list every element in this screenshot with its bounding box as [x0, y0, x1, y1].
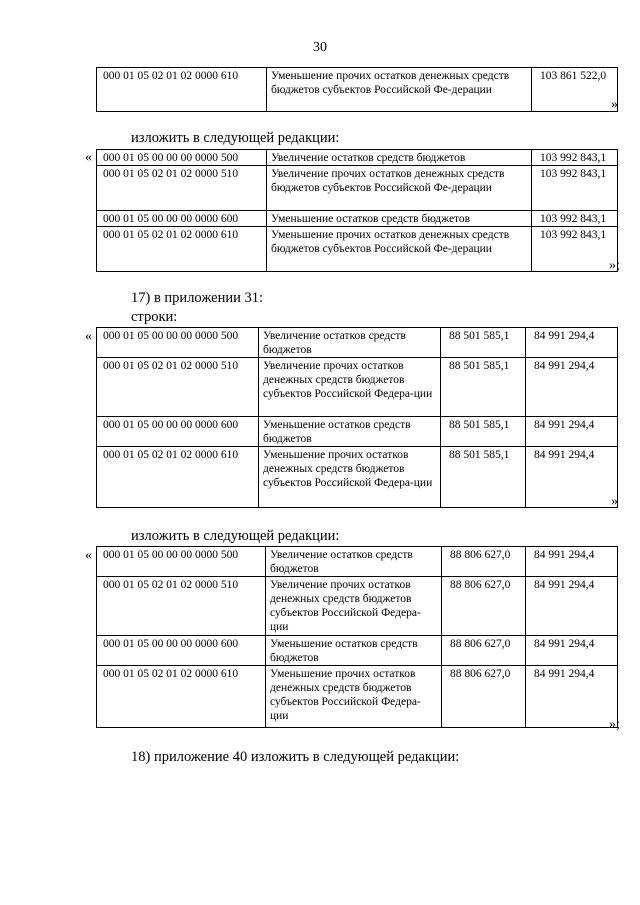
table-row	[97, 150, 618, 166]
budget-code: 000 01 05 02 01 02 0000 510	[97, 577, 266, 636]
budget-item-name: Уменьшение прочих остатков денежных средств бюджетов субъектов Российской Федера-ции	[266, 666, 442, 728]
close-quote: »;	[609, 258, 620, 273]
table-row	[97, 358, 618, 417]
open-quote: «	[85, 329, 92, 344]
amount: 103 992 843,1	[532, 211, 618, 227]
table-row	[97, 666, 618, 728]
amount-year-2: 84 991 294,4	[526, 547, 618, 577]
budget-code: 000 01 05 00 00 00 0000 600	[97, 211, 267, 227]
table-row	[97, 636, 618, 666]
budget-code: 000 01 05 02 01 02 0000 610	[97, 447, 259, 508]
amount-year-2: 84 991 294,4	[526, 447, 618, 508]
budget-item-name: Уменьшение прочих остатков денежных средств бюджетов субъектов Российской Фе-дерации	[267, 68, 532, 112]
section-heading: 18) приложение 40 изложить в следующей редакции:	[131, 749, 460, 765]
close-quote: »	[611, 97, 618, 112]
table-row	[97, 211, 618, 227]
budget-code: 000 01 05 00 00 00 0000 500	[97, 150, 267, 166]
table-row	[97, 417, 618, 447]
budget-code: 000 01 05 02 01 02 0000 610	[97, 666, 266, 728]
table-row	[97, 328, 618, 358]
amount: 103 992 843,1	[532, 150, 618, 166]
table-row	[97, 68, 618, 112]
close-quote: »;	[609, 717, 620, 732]
amount-year-1: 88 501 585,1	[441, 358, 526, 417]
budget-item-name: Увеличение прочих остатков денежных средств бюджетов субъектов Российской Фе-дерации	[267, 166, 532, 211]
open-quote: «	[85, 548, 92, 563]
budget-item-name: Увеличение остатков средств бюджетов	[266, 547, 442, 577]
close-quote: »	[611, 494, 618, 509]
table-row	[97, 577, 618, 636]
page-number: 30	[313, 40, 327, 55]
table-row	[97, 547, 618, 577]
budget-code: 000 01 05 00 00 00 0000 500	[97, 328, 259, 358]
budget-item-name: Уменьшение остатков средств бюджетов	[266, 636, 442, 666]
budget-item-name: Увеличение остатков средств бюджетов	[259, 328, 441, 358]
table-3	[96, 327, 618, 508]
budget-item-name: Увеличение остатков средств бюджетов	[267, 150, 532, 166]
amount: 103 992 843,1	[532, 227, 618, 272]
budget-item-name: Уменьшение остатков средств бюджетов	[267, 211, 532, 227]
table-2	[96, 149, 618, 272]
table-1	[96, 67, 618, 112]
budget-item-name: Уменьшение прочих остатков денежных средств бюджетов субъектов Российской Фе-дерации	[267, 227, 532, 272]
budget-item-name: Уменьшение прочих остатков денежных средств бюджетов субъектов Российской Федера-ции	[259, 447, 441, 508]
instruction-text: изложить в следующей редакции:	[131, 528, 340, 544]
budget-item-name: Увеличение прочих остатков денежных средств бюджетов субъектов Российской Федера-ции	[259, 358, 441, 417]
budget-item-name: Увеличение прочих остатков денежных средств бюджетов субъектов Российской Федера-ции	[266, 577, 442, 636]
budget-item-name: Уменьшение остатков средств бюджетов	[259, 417, 441, 447]
amount: 103 992 843,1	[532, 166, 618, 211]
amount-year-1: 88 501 585,1	[441, 417, 526, 447]
instruction-text: изложить в следующей редакции:	[131, 130, 340, 146]
budget-code: 000 01 05 00 00 00 0000 600	[97, 636, 266, 666]
amount-year-2: 84 991 294,4	[526, 666, 618, 728]
rows-label: строки:	[131, 309, 178, 325]
budget-code: 000 01 05 02 01 02 0000 610	[97, 68, 267, 112]
amount-year-1: 88 806 627,0	[442, 666, 526, 728]
budget-code: 000 01 05 00 00 00 0000 500	[97, 547, 266, 577]
amount-year-2: 84 991 294,4	[526, 636, 618, 666]
budget-code: 000 01 05 02 01 02 0000 610	[97, 227, 267, 272]
table-row	[97, 447, 618, 508]
table-row	[97, 166, 618, 211]
amount-year-1: 88 501 585,1	[441, 328, 526, 358]
table-4	[96, 546, 618, 728]
amount-year-1: 88 806 627,0	[442, 577, 526, 636]
budget-code: 000 01 05 00 00 00 0000 600	[97, 417, 259, 447]
amount-year-2: 84 991 294,4	[526, 328, 618, 358]
amount-year-1: 88 501 585,1	[441, 447, 526, 508]
amount-year-1: 88 806 627,0	[442, 636, 526, 666]
amount-year-2: 84 991 294,4	[526, 577, 618, 636]
budget-code: 000 01 05 02 01 02 0000 510	[97, 166, 267, 211]
budget-code: 000 01 05 02 01 02 0000 510	[97, 358, 259, 417]
table-row	[97, 227, 618, 272]
section-heading: 17) в приложении 31:	[131, 290, 264, 306]
amount-year-2: 84 991 294,4	[526, 417, 618, 447]
amount-year-1: 88 806 627,0	[442, 547, 526, 577]
amount: 103 861 522,0	[532, 68, 618, 112]
amount-year-2: 84 991 294,4	[526, 358, 618, 417]
open-quote: «	[85, 150, 92, 165]
